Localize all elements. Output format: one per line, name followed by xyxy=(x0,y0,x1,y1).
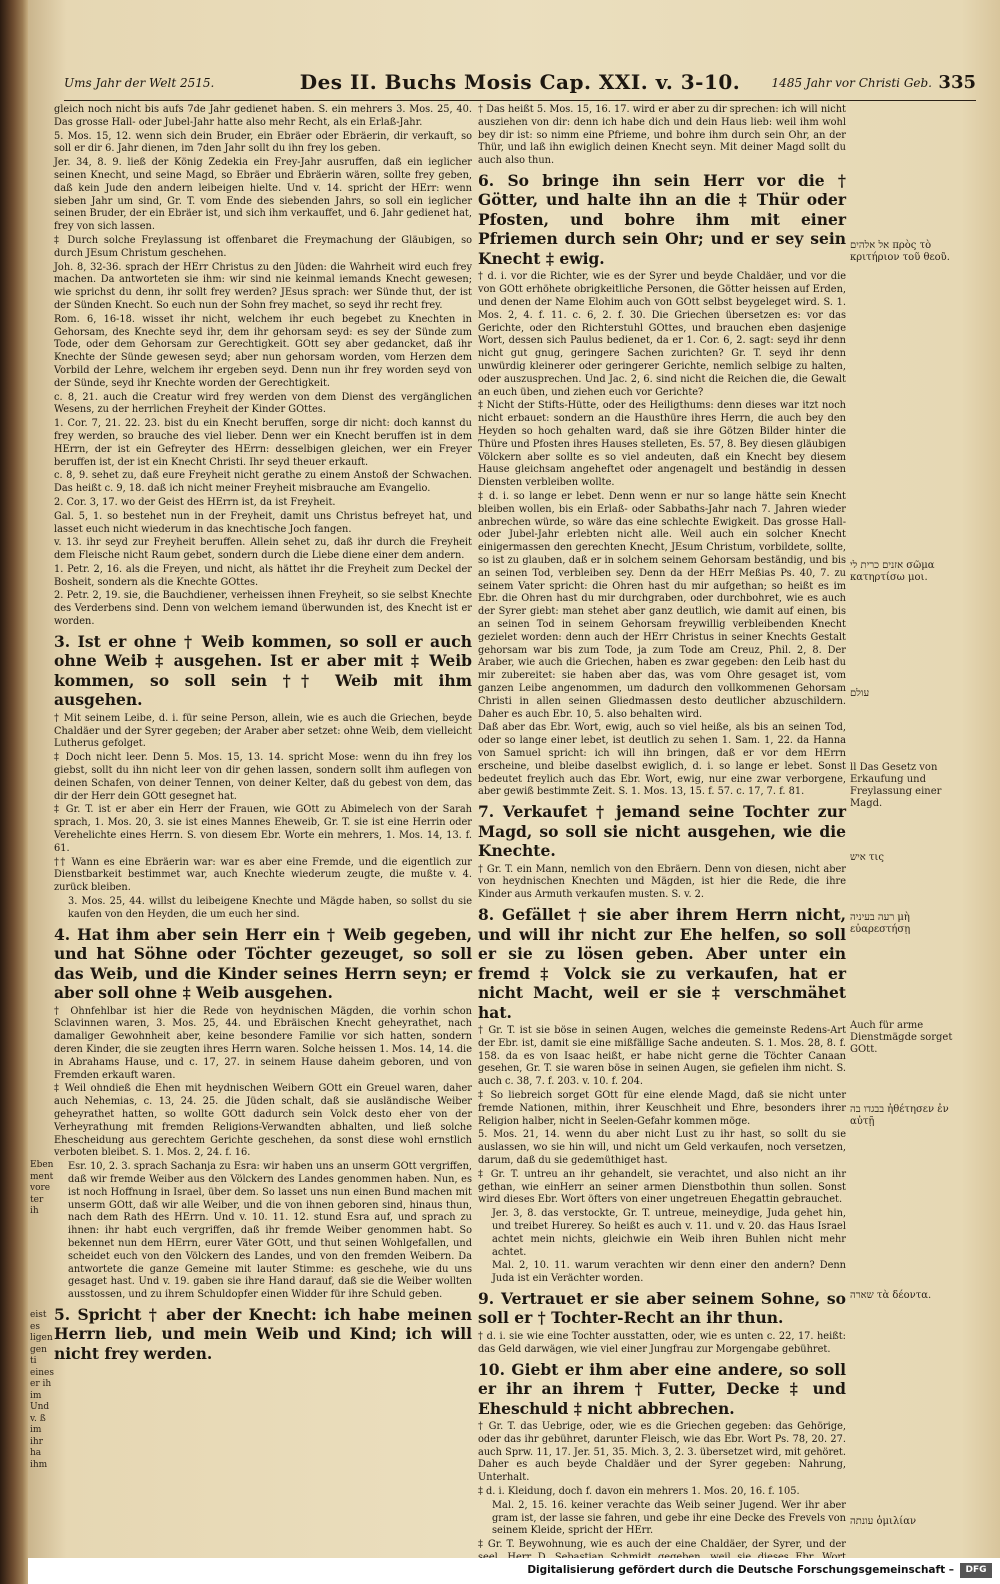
commentary-paragraph: ‡ d. i. so lange er lebet. Denn wenn er nur so lange hätte sein Knecht bleiben wollen, bis ein Erlaß- oder Sabbaths-Jahr nach 7. Jahren wieder anbrechen würde, so wäre das eine schlechte Ewigkeit. Das grosse Hall- oder Jubel-Jahr erlebten nicht alle. Weil auch ein solcher Knecht einigermassen den gerechten Knecht, JEsum Christum, vorbildete, sollte, so ist zu glauben, daß er in solchem seinem Gehorsam beständig, und bis an seinen Tod, verbleiben sey. Denn da der HErr Meßias Ps. 40, 7. zu seinem Vater spricht: die Ohren hast du mir aufgethan; so heißt es im Ebr. die Ohren hast du mir durchgraben, oder durchbohret, wie es auch der Syrer giebt: man stehet aber ganz deutlich, wie damit auf einen, bis an seinen Tod in seinem Gehorsam freywillig verbleibenden Knecht gezielet worden: denn auch der HErr Christus in seiner Knechts Gestalt gehorsam war bis zum Tode, ja zum Tode am Creuz, Phil. 2, 8. Der Araber, wie auch die Griechen, haben es zwar gegeben: den Leib hast du mir zubereitet: sie haben aber das, was vom Ohre gesaget ist, vom ganzen Leibe angenommen, um dadurch den vollkommenen Gehorsam Christi in allen seinen Gliedmassen desto deutlicher abzuschildern. Daher es auch Ebr. 10, 5. also behalten wird. xyxy=(478,491,846,720)
verse-paragraph: 5. Spricht † aber der Knecht: ich habe meinen Herrn lieb, und mein Weib und Kind; ich will nicht frey werden. xyxy=(54,1304,472,1363)
commentary-paragraph: Jer. 3, 8. das verstockte, Gr. T. untreue, meineydige, Juda gehet hin, und treibet Hurerey. So heißt es auch v. 11. und v. 20. das Haus Israel achtet mein nichts, gleichwie ein Weib ihren Buhlen nicht mehr achtet. xyxy=(492,1208,846,1258)
margin-note-greek-6: בבגדו בה ἠθέτησεν ἐν αὐτῇ xyxy=(850,1104,949,1127)
verse-paragraph: 4. Hat ihm aber sein Herr ein † Weib gegeben, und hat Söhne oder Töchter gezeuget, so soll das Weib, und die Kinder seines Herrn seyn; er aber soll ohne ‡ Weib ausgehen. xyxy=(54,924,472,1003)
commentary-paragraph: ‡ Gr. T. ist er aber ein Herr der Frauen, wie GOtt zu Abimelech von der Sarah sprach, 1. Mos. 20, 3. sie ist eines Mannes Eheweib, Gr. T. sie ist eine Herrin oder Verehelichte eines Herrn. S. von diesem Ebr. Worte ein mehrers, 1. Mos. 14, 13. f. 61. xyxy=(54,804,472,854)
commentary-paragraph: ‡ Weil ohndieß die Ehen mit heydnischen Weibern GOtt ein Greuel waren, daher auch Nehemias, c. 13, 24. 25. die Jüden schalt, daß sie ausländische Weiber geheyrathet hatten, so wollte GOtt dadurch sein Volck desto eher von der Verheyrathung mit fremden Religions-Verwandten abhalten, und ließ solche Ehescheidung aus gerechtem Gerichte geschehen, da sonst diese wohl ernstlich verboten bleibet. S. 1. Mos. 2, 24. f. 16. xyxy=(54,1083,472,1159)
commentary-paragraph: 2. Petr. 2, 19. sie, die Bauchdiener, verheissen ihnen Freyheit, so sie selbst Knechte des Verderbens sind. Denn von welchem iemand überwunden ist, des Knecht ist er worden. xyxy=(54,590,472,628)
commentary-paragraph: † Gr. T. ein Mann, nemlich von den Ebräern. Denn von diesen, nicht aber von heydnischen Knechten und Mägden, ist hier die Rede, die ihre Kinder aus Armuth verkaufen musten. S. v. 2. xyxy=(478,863,846,901)
commentary-paragraph: Esr. 10, 2. 3. sprach Sachanja zu Esra: wir haben uns an unserm GOtt vergriffen, daß wir fremde Weiber aus den Völckern des Landes genommen haben. Nun, es ist noch Hoffnung in Israel, über dem. So lasset uns nun einen Bund machen mit unserm GOtt, daß wir alle Weiber, und die von ihnen geboren sind, hinaus thun, nach dem Rath des HErrn. Und v. 10. 11. 12. stund Esra auf, und sprach zu ihnen: ihr habt euch vergriffen, daß ihr fremde Weiber genommen habt. So bekennet nun dem HErrn, eurer Väter GOtt, und thut seinen Wohlgefallen, und scheidet euch von den Völckern des Landes, und von den fremden Weibern. Da antwortete die ganze Gemeine mit lauter Stimme: es geschehe, wie du uns gesaget hast. Und v. 19. gaben sie ihre Hand darauf, daß sie die Weiber wollten ausstossen, und zu ihrem Schuldopfer einen Widder für ihre Schuld geben. xyxy=(68,1161,472,1301)
commentary-paragraph: Daß aber das Ebr. Wort, ewig, auch so viel heiße, als bis an seinen Tod, oder so lange einer lebet, ist deutlich zu sehen 1. Sam. 1, 22. da Hanna von Samuel spricht: ich will ihn bringen, daß er vor dem HErrn erscheine, und bleibe daselbst ewiglich, d. i. so lange er lebet. Sonst bedeutet freylich auch das Ebr. Wort, ewig, nur eine zwar verborgene, aber gewiß bestimmte Zeit. S. 1. Mos. 13, 15. f. 57. c. 17, 7. f. 81. xyxy=(478,722,846,798)
verse-paragraph: 6. So bringe ihn sein Herr vor die † Götter, und halte ihn an die ‡ Thür oder Pfosten, und bohre ihm mit einer Pfriemen durch sein Ohr; und er sey sein Knecht ‡ ewig. xyxy=(478,170,846,268)
margin-note-hebrew-3: עולם xyxy=(850,688,870,699)
right-text-column xyxy=(478,104,846,1579)
commentary-paragraph: † Mit seinem Leibe, d. i. für seine Person, allein, wie es auch die Griechen, beyde Chaldäer und der Syrer gegeben; der Araber aber setzet: ohne Weib, dem vielleicht Lutherus gefolget. xyxy=(54,712,472,750)
verse-paragraph: 8. Gefället † sie aber ihrem Herrn nicht, und will ihr nicht zur Ehe helfen, so soll er sie zu lösen geben. Aber unter ein fremd ‡ Volck sie zu verkaufen, hat er nicht Macht, weil er sie ‡ verschmähet hat. xyxy=(478,905,846,1022)
commentary-paragraph: ‡ Doch nicht leer. Denn 5. Mos. 15, 13. 14. spricht Mose: wenn du ihn frey los giebst, sollt du ihn nicht leer von dir gehen lassen, sondern sollt ihm auflegen von deinen Schafen, von deiner Tennen, von deiner Kelter, daß du gebest von dem, das dir der Herr dein GOtt gesegnet hat. xyxy=(54,752,472,802)
commentary-paragraph: ‡ Durch solche Freylassung ist offenbaret die Freymachung der Gläubigen, so durch JEsum Christum geschehen. xyxy=(54,234,472,259)
commentary-paragraph: c. 8, 21. auch die Creatur wird frey werden von dem Dienst des vergänglichen Wesens, zu der herrlichen Freyheit der Kinder GOttes. xyxy=(54,391,472,416)
commentary-paragraph: c. 8, 9. sehet zu, daß eure Freyheit nicht gerathe zu einem Anstoß der Schwachen. Das heißt c. 9, 18. daß ich nicht meiner Freyheit misbrauche am Evangelio. xyxy=(54,470,472,495)
commentary-paragraph: ‡ Nicht der Stifts-Hütte, oder des Heiligthums: denn dieses war itzt noch nicht erbauet: sondern an die Hausthüre ihres Herrn, die auch bey den Heyden so hoch gehalten ward, daß sie ihre Götzen Bilder hinter die Thüre und Pfosten ihres Hauses stelleten, Es. 57, 8. Bey diesen gläubigen Völckern aber sollte es so viel andeuten, daß ein Knecht bey diesem Hause gleichsam angeheftet oder angenagelt und beständig in dessen Diensten verbleiben wollte. xyxy=(478,400,846,489)
commentary-paragraph: gleich noch nicht bis aufs 7de Jahr gedienet haben. S. ein mehrers 3. Mos. 25, 40. Das grosse Hall- oder Jubel-Jahr hatte also mehr Recht, als ein Erlaß-Jahr. xyxy=(54,104,472,128)
commentary-paragraph: † Ohnfehlbar ist hier die Rede von heydnischen Mägden, die vorhin schon Sclavinnen waren, 3. Mos. 25, 44. und Ebräischen Knecht geheyrathet, nach damaliger Gewohnheit aber, keine besondere Familie vor sich hatten, sondern deren Kinder, die sie zeugten ihres Herrn waren. Solche heissen 1. Mos. 14, 14. die in Abrahams Hause, und c. 17, 27. in seinem Hause daheim geboren, und von Fremden erkauft waren. xyxy=(54,1005,472,1081)
commentary-paragraph: † Das heißt 5. Mos. 15, 16. 17. wird er aber zu dir sprechen: ich will nicht ausziehen von dir: denn ich habe dich und dein Haus lieb: weil ihm wohl bey dir ist: so nimm eine Pfrieme, und bohre ihm durch sein Ohr, an der Thür, und laß ihn ewiglich deinen Knecht seyn. Mit deiner Magd sollt du auch also thun. xyxy=(478,104,846,167)
commentary-paragraph: † d. i. vor die Richter, wie es der Syrer und beyde Chaldäer, und vor die von GOtt erhöhete obrigkeitliche Personen, die Götter heissen auf Erden, und denen der Name Elohim auch von GOtt selbst beygeleget wird. S. 1. Mos. 2, 4. f. 11. c. 6, 2. f. 30. Die Griechen übersetzen es: vor das Gerichte, oder den Richterstuhl GOttes, und brauchen eben dasjenige Wort, dessen sich Paulus bedienet, da er 1. Cor. 6, 2. sagt: seyd ihr denn nicht gut gnug, geringere Sachen zurichten? Gr. T. seyd ihr denn unwürdig kleinerer oder geringerer Gerichte, nemlich selbige zu halten, oder auszusprechen. Und Jac. 2, 6. sind nicht die Reichen die, die Gewalt an euch üben, und ziehen euch vor Gerichte? xyxy=(478,271,846,398)
margin-note-greek-2: אזנים כרית לי σῶμα κατηρτίσω μοι. xyxy=(850,560,935,583)
verse-paragraph: 3. Ist er ohne † Weib kommen, so soll er auch ohne Weib ‡ ausgehen. Ist er aber mit ‡ Weib kommen, so soll sein †† Weib mit ihm ausgehen. xyxy=(54,631,472,710)
commentary-paragraph: v. 13. ihr seyd zur Freyheit beruffen. Allein sehet zu, daß ihr durch die Freyheit dem Fleische nicht Raum gebet, sondern durch die Liebe diene einer dem andern. xyxy=(54,537,472,562)
commentary-paragraph: 3. Mos. 25, 44. willst du leibeigene Knechte und Mägde haben, so sollst du sie kaufen von den Heyden, die um euch her sind. xyxy=(68,896,472,920)
commentary-paragraph: 1. Petr. 2, 16. als die Freyen, und nicht, als hättet ihr die Freyheit zum Deckel der Bosheit, sondern als die Knechte GOttes. xyxy=(54,563,472,588)
page-number: 335 xyxy=(938,72,976,93)
commentary-paragraph: ‡ d. i. Kleidung, doch f. davon ein mehrers 1. Mos. 20, 16. f. 105. xyxy=(478,1486,800,1498)
commentary-paragraph: Mal. 2, 10. 11. warum verachten wir denn einer den andern? Denn Juda ist ein Verächter worden. xyxy=(492,1260,846,1285)
running-header xyxy=(64,66,976,101)
commentary-paragraph: Joh. 8, 32-36. sprach der HErr Christus zu den Jüden: die Wahrheit wird euch frey machen. Da antworteten sie ihm: wir sind nie keinmal iemands Knecht gewesen; wie sprichst du denn, ihr sollt frey werden? JEsus sprach: wer Sünde thut, der ist der Sünden Knecht. So euch nun der Sohn frey machet, so seyd ihr recht frey. xyxy=(54,261,472,311)
commentary-paragraph: † Gr. T. das Uebrige, oder, wie es die Griechen gegeben: das Gehörige, oder das ihr gebühret, darunter Fleisch, wie das Ebr. Wort Ps. 78, 20. 27. auch Sprw. 11, 17. Jer. 51, 35. Mich. 3, 2. 3. übersetzet wird, mit gehöret. Daher es auch beyde Chaldäer und der Syrer gegeben: Nahrung, Unterhalt. xyxy=(478,1421,846,1484)
dfg-logo: DFG xyxy=(960,1563,992,1578)
book-page xyxy=(28,0,1000,1584)
commentary-paragraph: † Gr. T. ist sie böse in seinen Augen, welches die gemeinste Redens-Art der Ebr. ist, damit sie eine mißfällige Sache andeuten. S. 1. Mos. 28, 8. f. 158. da es von Isaac heißt, er habe nicht gerne die Töchter Canaan gesehen, Gr. T. sie waren böse in seinen Augen, sie gefielen ihm nicht. S. auch c. 38, 7. f. 203. v. 10. f. 204. xyxy=(478,1025,846,1088)
verse-paragraph: 10. Giebt er ihm aber eine andere, so soll er ihr an ihrem † Futter, Decke ‡ und Eheschuld ‡ nicht abbrechen. xyxy=(478,1359,846,1418)
commentary-paragraph: ‡ Gr. T. untreu an ihr gehandelt, sie verachtet, und also nicht an ihr gethan, wie einHerr an seiner armen Dienstbothin thun sollen. Sonst wird dieses Ebr. Wort öfters von einer ungetreuen Ehegattin gebrauchet. xyxy=(478,1168,846,1206)
left-text-column xyxy=(54,104,472,1366)
commentary-paragraph: † d. i. sie wie eine Tochter ausstatten, oder, wie es unten c. 22, 17. heißt: das Geld darwägen, wie viel einer Jungfrau zur Morgengabe gebühret. xyxy=(478,1330,846,1355)
commentary-paragraph: 5. Mos. 15, 12. wenn sich dein Bruder, ein Ebräer oder Ebräerin, dir verkauft, so soll er dir 6. Jahr dienen, im 7den Jahr sollt du ihn frey los geben. xyxy=(54,130,472,155)
commentary-paragraph: ‡ So liebreich sorget GOtt für eine elende Magd, daß sie nicht unter fremde Nationen, mithin, ihrer Keuschheit und Ehre, besonders ihrer Religion halber, nicht in Seelen-Gefahr kommen möge. xyxy=(478,1090,846,1127)
funding-notice: Digitalisierung gefördert durch die Deutsche Forschungsgemeinschaft – xyxy=(527,1564,954,1576)
commentary-paragraph: 1. Cor. 7, 21. 22. 23. bist du ein Knecht beruffen, sorge dir nicht: doch kannst du frey werden, so brauche des viel lieber. Denn wer ein Knecht beruffen ist in dem HErrn, der ist ein Gefreyter des HErrn: desselbigen gleichen, wer ein Freyer beruffen ist, der ist ein Knecht Christi. Ihr seyd theuer erkauft. xyxy=(54,418,472,468)
digitization-footer xyxy=(28,1558,1000,1584)
verse-paragraph: 9. Vertrauet er sie aber seinem Sohne, so soll er † Tochter-Recht an ihr thun. xyxy=(478,1288,846,1328)
commentary-paragraph: †† Wann es eine Ebräerin war: war es aber eine Fremde, und die eigentlich zur Dienstbarkeit bestimmet war, auch Knechte wiederum zeugte, die mußte v. 4. zurück bleiben. xyxy=(54,856,472,894)
commentary-paragraph: Rom. 6, 16-18. wisset ihr nicht, welchem ihr euch begebet zu Knechten in Gehorsam, des Knechte seyd ihr, dem ihr gehorsam seyd: es sey der Sünde zum Tode, oder dem Gehorsam zur Gerechtigkeit. GOtt sey aber gedancket, daß ihr Knechte der Sünde gewesen seyd; aber nun gehorsam worden, vom Herzen dem Vorbild der Lehre, welchem ihr ergeben seyd. Denn nun ihr frey worden seyd von der Sünde, seyd ihr Knechte worden der Gerechtigkeit. xyxy=(54,313,472,389)
book-spine xyxy=(0,0,28,1584)
margin-note-greek-7: שארה τὰ δέοντα. xyxy=(850,1290,932,1301)
header-year-world: Ums Jahr der Welt 2515. xyxy=(64,76,215,90)
left-margin-note-1: Eben ment vore ter ih xyxy=(30,1160,54,1216)
margin-note-law-maid: ll Das Gesetz von Erkaufung und Freylassung einer Magd. xyxy=(850,762,942,809)
margin-note-greek-5: רעה בעיניה μὴ εὐαρεστήσῃ xyxy=(850,912,911,935)
commentary-paragraph: Mal. 2, 15. 16. keiner verachte das Weib seiner Jugend. Wer ihr aber gram ist, der lasse sie fahren, und gebe ihr eine Decke des Frevels von seinem Kleide, spricht der HErr. xyxy=(492,1499,846,1537)
margin-note-greek-8: עונתה ὁμιλίαν xyxy=(850,1516,917,1527)
margin-note-maids: Auch für arme Dienstmägde sorget GOtt. xyxy=(850,1020,953,1055)
commentary-paragraph: 2. Cor. 3, 17. wo der Geist des HErrn ist, da ist Freyheit. xyxy=(54,496,336,508)
commentary-paragraph: 5. Mos. 21, 14. wenn du aber nicht Lust zu ihr hast, so sollt du sie auslassen, wo sie hin will, und nicht um Geld verkaufen, noch versetzen, darum, daß du sie gedemüthiget hast. xyxy=(478,1129,846,1167)
header-title: Des II. Buchs Mosis Cap. XXI. v. 3-10. xyxy=(299,70,741,94)
verse-paragraph: 7. Verkaufet † jemand seine Tochter zur Magd, so soll sie nicht ausgehen, wie die Knechte. xyxy=(478,802,846,861)
margin-note-greek-4: איש τις xyxy=(850,852,884,863)
header-year-christ: 1485 Jahr vor Christi Geb. xyxy=(771,76,932,90)
commentary-paragraph: Gal. 5, 1. so bestehet nun in der Freyheit, damit uns Christus befreyet hat, und lasset euch nicht wiederum in das knechtische Joch fangen. xyxy=(54,510,472,535)
margin-note-greek-1: אל אלהים πρὸς τὸ κριτήριον τοῦ θεοῦ. xyxy=(850,240,950,263)
commentary-paragraph: Jer. 34, 8. 9. ließ der König Zedekia ein Frey-Jahr ausruffen, daß ein ieglicher seinen Knecht, und seine Magd, so Ebräer und Ebräerin wären, sollte frey geben, daß kein Jude den andern leibeigen hielte. Und v. 14. spricht der HErr: wenn sieben Jahr um sind, Gr. T. vom Ende des siebenden Jahrs, so soll ein ieglicher seinen Bruder, der ein Ebräer ist, und sich ihm verkauffet, und 6. Jahr gedienet hat, frey von sich lassen. xyxy=(54,157,472,233)
commentary-paragraph: ‡ Gr. T. Beywohnung, wie es auch der eine Chaldäer, der Syrer, und der xyxy=(478,1539,846,1551)
left-margin-note-2: eist es ligen gen ti eines er ih im Und v. ß im ihr ha ihm xyxy=(30,1310,54,1470)
